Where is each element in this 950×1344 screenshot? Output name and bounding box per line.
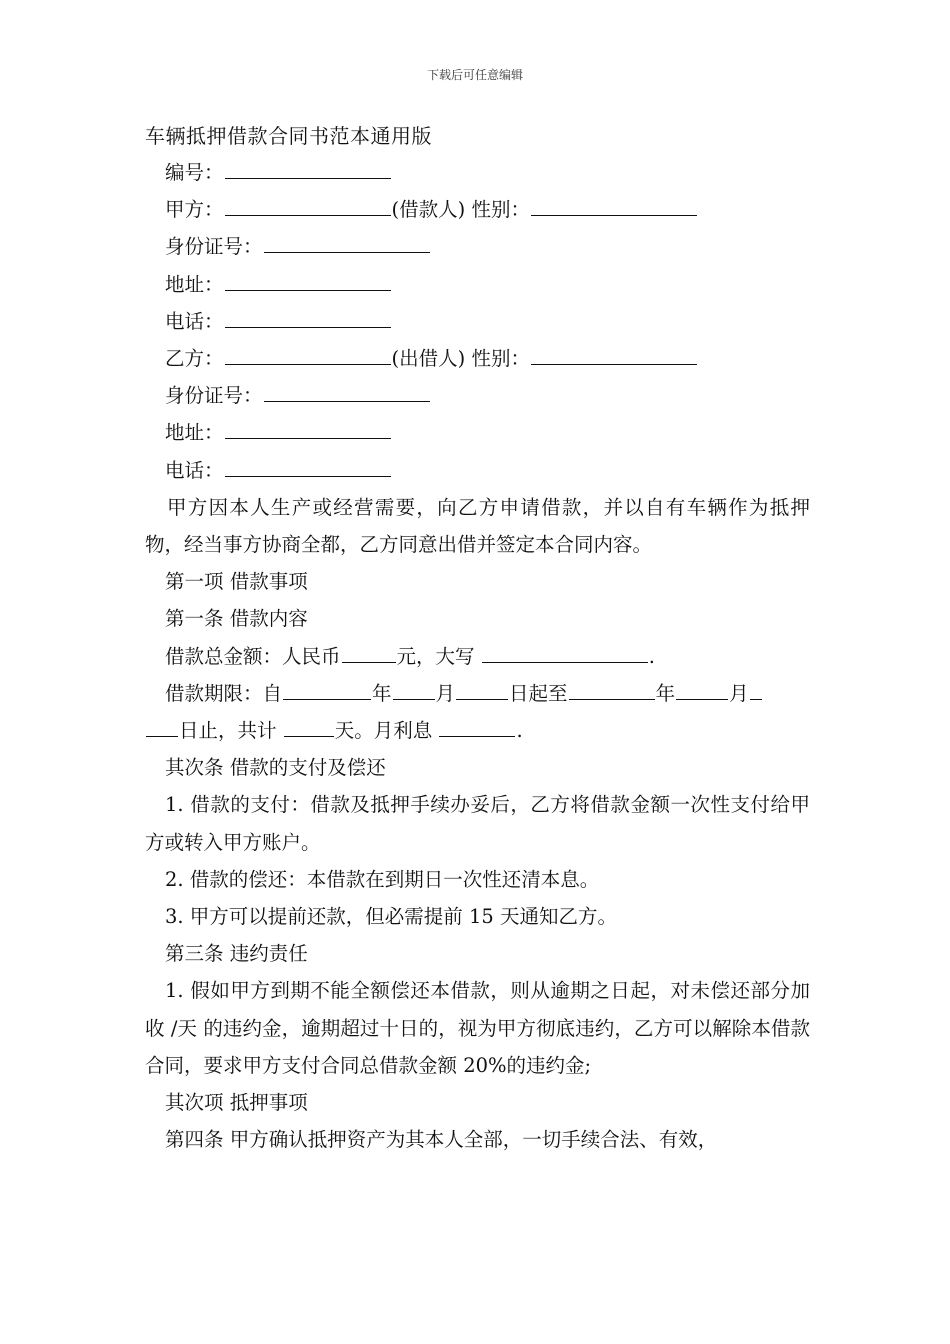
blank-line: [264, 251, 430, 253]
field-label: 编号：: [165, 161, 224, 184]
term-text: 日止，共计: [179, 719, 277, 743]
clause-paragraph: 1. 假如甲方到期不能全额偿还本借款，则从逾期之日起，对未偿还部分加收 /天 的违约金，逾期超过十日的，视为甲方彻底违约，乙方可以解除本借款合同，要求甲方支付合同总借款金额 20%的违约金;: [145, 979, 810, 1077]
clause-paragraph: 3. 甲方可以提前还款，但必需提前 15 天通知乙方。: [165, 905, 618, 929]
term-text: 年: [655, 681, 676, 705]
loan-term-line: [145, 675, 810, 712]
blank-line: [284, 735, 334, 737]
blank-line: [482, 661, 648, 663]
document-body: [145, 154, 810, 1158]
field-party-b: [145, 340, 810, 377]
blank-line: [225, 177, 391, 179]
blank-line: [456, 698, 508, 700]
clause-paragraph: 1. 借款的支付：借款及抵押手续办妥后，乙方将借款金额一次性支付给甲方或转入甲方账户。: [145, 793, 810, 854]
blank-line: [342, 661, 396, 663]
field-label: 电话：: [165, 309, 224, 333]
blank-line: [439, 735, 515, 737]
amount-text: 元，大写: [396, 644, 475, 668]
blank-line: [531, 214, 697, 216]
blank-line: [393, 698, 435, 700]
field-party-b-id: [145, 377, 810, 414]
loan-term-line-cont: [145, 712, 810, 749]
blank-line: [146, 735, 178, 737]
blank-line: [264, 400, 430, 402]
blank-line: [225, 214, 391, 216]
field-party-b-phone: [145, 452, 810, 489]
section-heading: 第一项 借款事项: [165, 570, 308, 594]
blank-line: [225, 475, 391, 477]
section-heading: 其次项 抵押事项: [165, 1091, 308, 1115]
article-heading: 第四条 甲方确认抵押资产为其本人全部，一切手续合法、有效，: [165, 1128, 718, 1152]
field-role: (借款人): [391, 198, 466, 222]
field-label: 身份证号：: [165, 384, 263, 408]
clause-paragraph: 2. 借款的偿还：本借款在到期日一次性还清本息。: [165, 867, 600, 891]
field-label: 性别：: [471, 198, 530, 222]
blank-line: [225, 326, 391, 328]
amount-label: 借款总金额：人民币: [165, 644, 341, 668]
blank-line: [750, 698, 762, 700]
term-text: 日起至: [509, 681, 568, 705]
blank-line: [225, 437, 391, 439]
intro-paragraph: 甲方因本人生产或经营需要，向乙方申请借款，并以自有车辆作为抵押物，经当事方协商全都，乙方同意出借并签定本合同内容。: [145, 495, 810, 557]
field-label: 电话：: [165, 458, 224, 482]
field-label: 甲方：: [165, 198, 224, 222]
blank-line: [676, 698, 728, 700]
field-label: 性别：: [471, 347, 530, 371]
field-party-a-id: [145, 228, 810, 265]
blank-line: [225, 363, 391, 365]
field-party-b-address: [145, 414, 810, 451]
loan-amount-line: [145, 638, 810, 675]
field-label: 地址：: [165, 272, 224, 296]
field-role: (出借人): [391, 347, 466, 371]
blank-line: [283, 698, 371, 700]
term-text: 年: [372, 681, 392, 705]
field-label: 身份证号：: [165, 235, 263, 259]
field-party-a: [145, 191, 810, 228]
term-text: .: [516, 719, 523, 743]
blank-line: [569, 698, 655, 700]
document-title: 车辆抵押借款合同书范本通用版: [145, 124, 432, 148]
page-header: 下载后可任意编辑: [426, 68, 523, 82]
term-text: 天。月利息: [334, 719, 433, 743]
article-heading: 第一条 借款内容: [165, 607, 308, 631]
term-text: 月: [435, 681, 456, 705]
blank-line: [225, 289, 391, 291]
field-party-a-phone: [145, 303, 810, 340]
blank-line: [531, 363, 697, 365]
amount-end: .: [648, 644, 655, 668]
field-label: 地址：: [165, 421, 224, 445]
field-party-a-address: [145, 266, 810, 303]
field-number: [145, 154, 810, 191]
article-heading: 其次条 借款的支付及偿还: [165, 756, 386, 780]
article-heading: 第三条 违约责任: [165, 942, 308, 966]
term-text: 借款期限：自: [165, 681, 283, 705]
term-text: 月: [729, 681, 749, 705]
field-label: 乙方：: [165, 347, 224, 371]
